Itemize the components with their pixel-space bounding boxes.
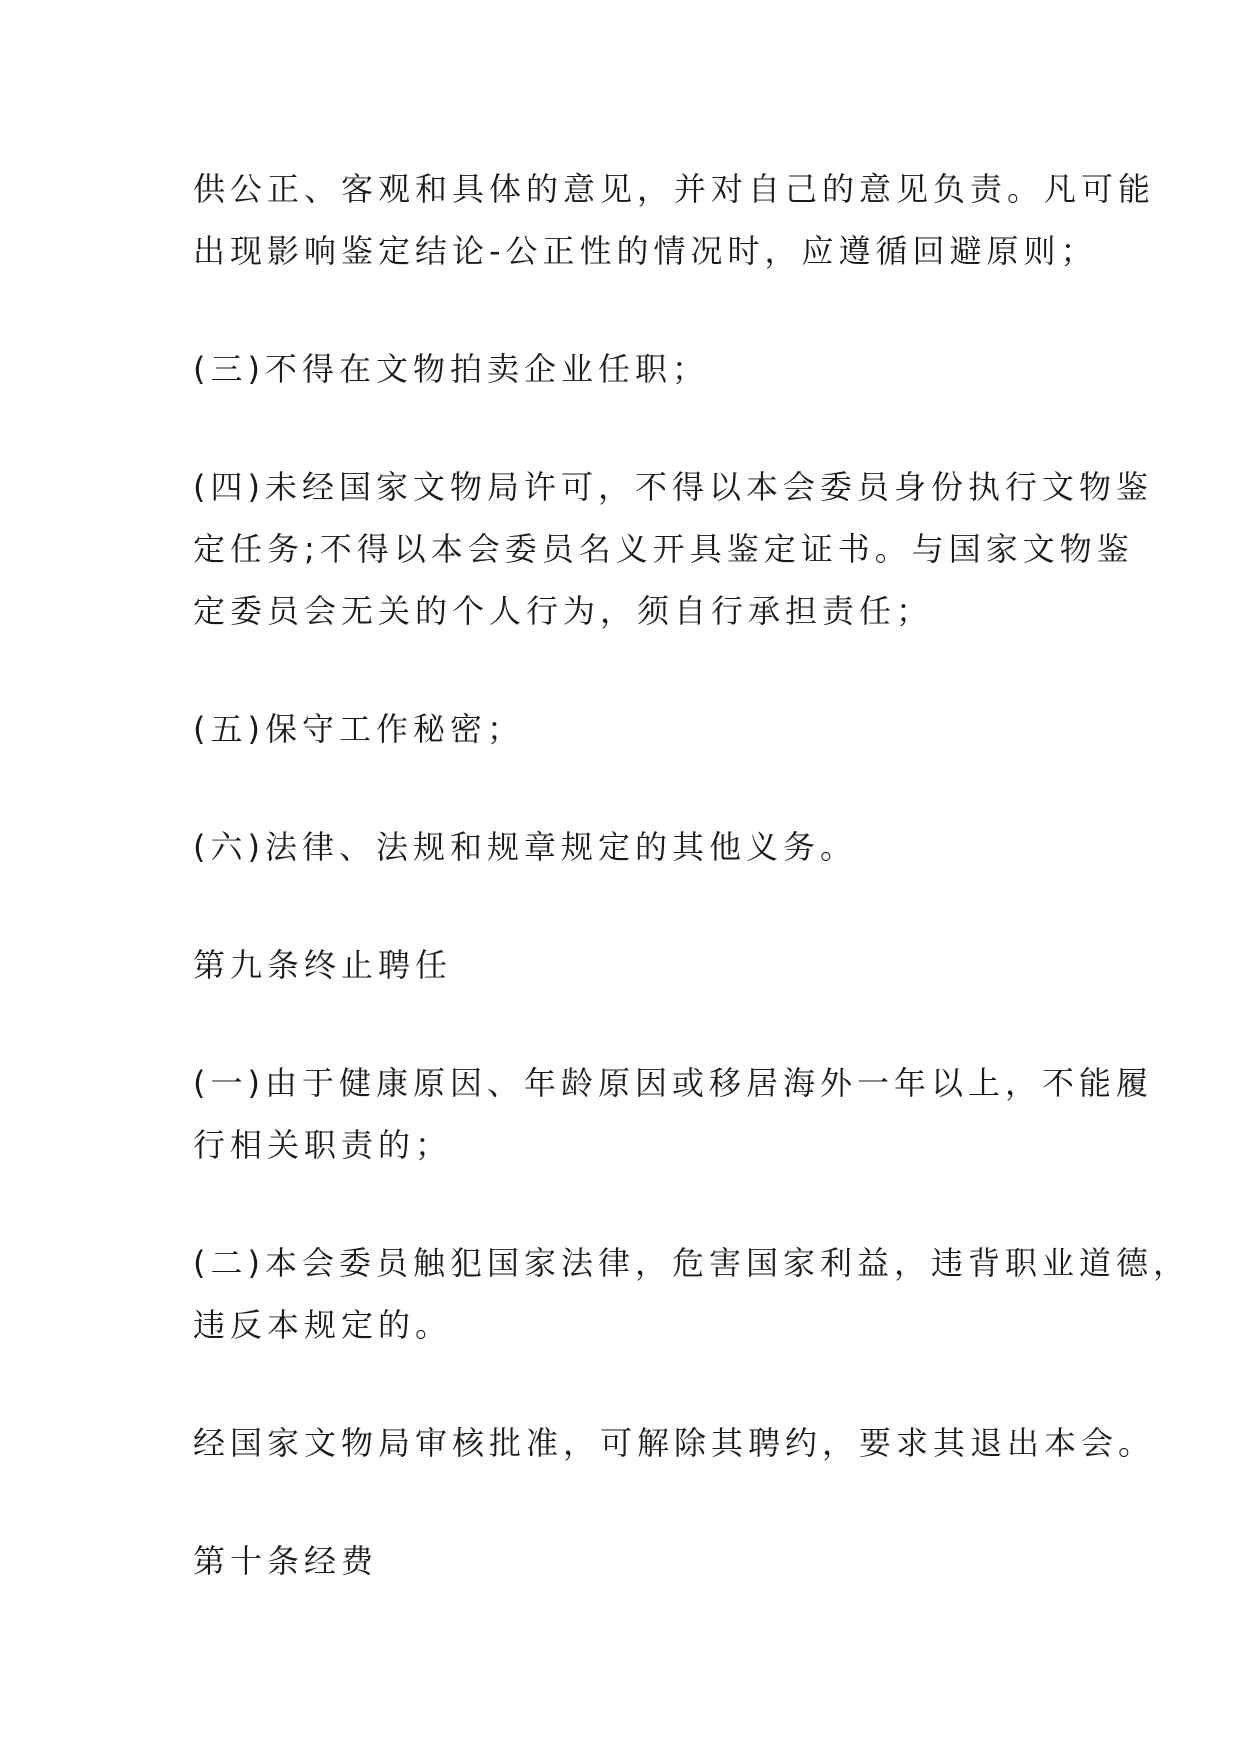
paragraph-line: (六)法律、法规和规章规定的其他义务。 bbox=[193, 828, 857, 866]
paragraph-termination-item-one bbox=[193, 1052, 1153, 1176]
paragraph-line: (二)本会委员触犯国家法律，危害国家利益，违背职业道德， bbox=[193, 1244, 1190, 1282]
paragraph-line: 违反本规定的。 bbox=[193, 1306, 453, 1344]
document-body bbox=[193, 158, 1190, 1592]
paragraph-termination-item-two bbox=[193, 1232, 1190, 1356]
paragraph-line: 经国家文物局审核批准，可解除其聘约，要求其退出本会。 bbox=[193, 1424, 1156, 1462]
paragraph-item-five bbox=[193, 698, 1055, 760]
paragraph-item-four bbox=[193, 456, 1153, 642]
paragraph-opinion-responsibility bbox=[193, 158, 1156, 282]
paragraph-line: (三)不得在文物拍卖企业任职； bbox=[193, 350, 709, 388]
paragraph-line: (一)由于健康原因、年龄原因或移居海外一年以上，不能履 bbox=[193, 1064, 1153, 1102]
section-heading-article-nine bbox=[193, 934, 1055, 996]
section-heading-article-ten bbox=[193, 1530, 1055, 1592]
paragraph-line: 定任务;不得以本会委员名义开具鉴定证书。与国家文物鉴 bbox=[193, 530, 1134, 568]
paragraph-line: 行相关职责的； bbox=[193, 1126, 453, 1164]
paragraph-item-three bbox=[193, 338, 1055, 400]
paragraph-line: 第十条经费 bbox=[193, 1542, 379, 1580]
paragraph-line: 定委员会无关的个人行为，须自行承担责任； bbox=[193, 592, 934, 630]
paragraph-line: 出现影响鉴定结论-公正性的情况时，应遵循回避原则； bbox=[193, 232, 1098, 270]
paragraph-item-six bbox=[193, 816, 1055, 878]
paragraph-line: 供公正、客观和具体的意见，并对自己的意见负责。凡可能 bbox=[193, 170, 1156, 208]
paragraph-line: (五)保守工作秘密； bbox=[193, 710, 524, 748]
paragraph-line: (四)未经国家文物局许可，不得以本会委员身份执行文物鉴 bbox=[193, 468, 1153, 506]
paragraph-approval bbox=[193, 1412, 1156, 1474]
paragraph-line: 第九条终止聘任 bbox=[193, 946, 453, 984]
